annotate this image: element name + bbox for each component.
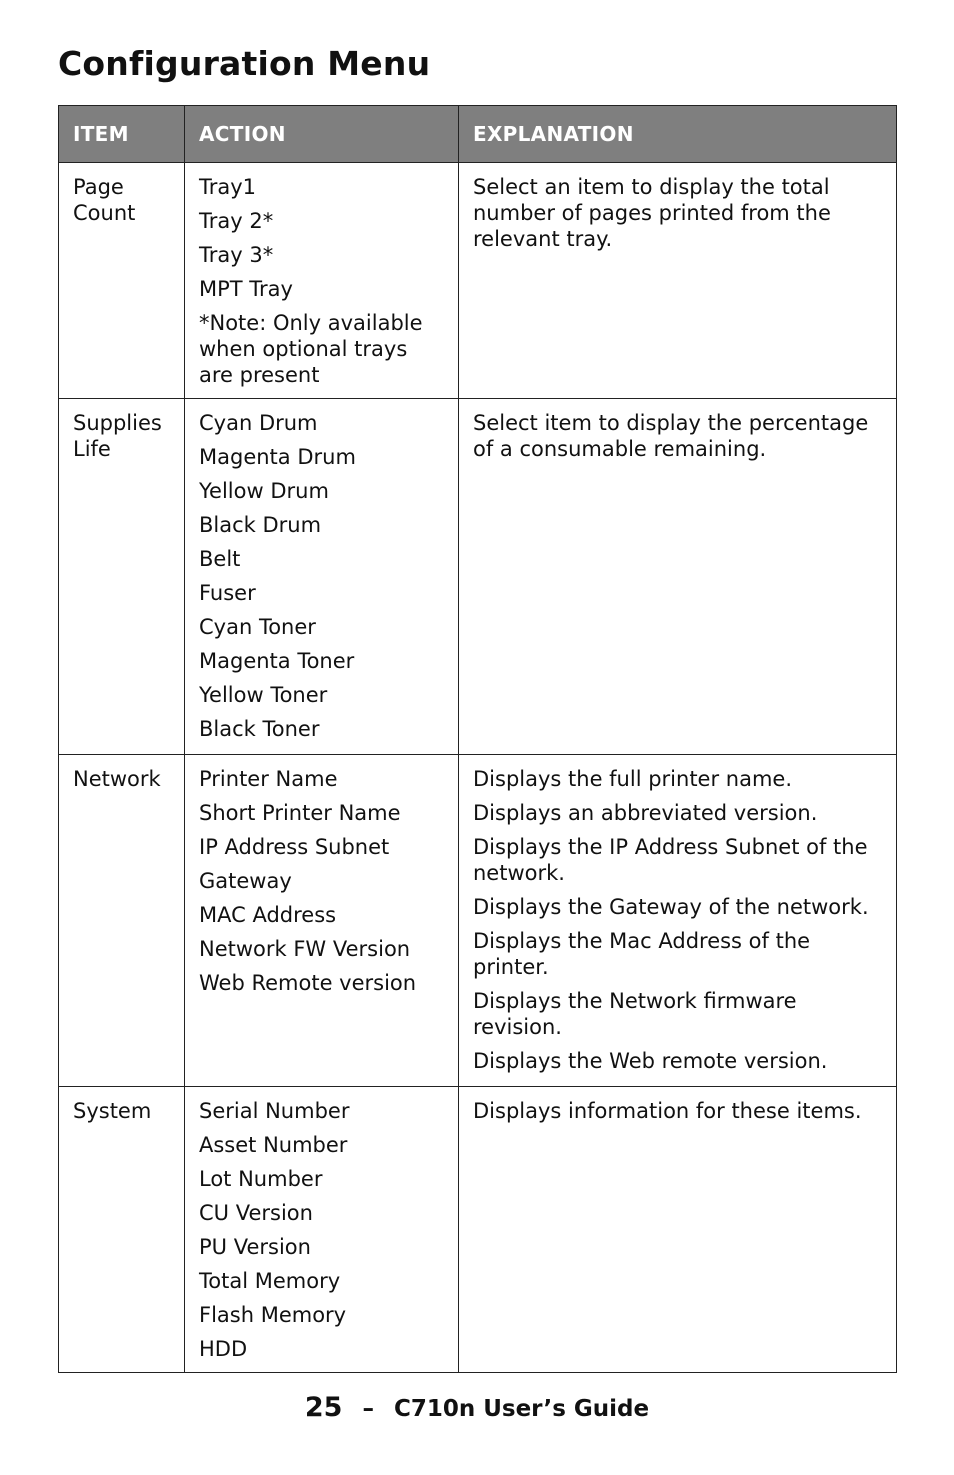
action-entry: Tray 3* bbox=[199, 243, 274, 267]
action-entry: Magenta Toner bbox=[199, 649, 355, 673]
action-entry: PU Version bbox=[199, 1235, 311, 1259]
action-entry: HDD bbox=[199, 1337, 248, 1361]
action-entry: CU Version bbox=[199, 1201, 313, 1225]
item-cell: Network bbox=[59, 755, 185, 1087]
action-entry: Flash Memory bbox=[199, 1303, 347, 1327]
action-entry: Cyan Drum bbox=[199, 411, 318, 435]
explanation-entry: Displays the Network firmware revision. bbox=[473, 989, 797, 1039]
explanation-entry: Displays the Gateway of the network. bbox=[473, 895, 869, 919]
explanation-entry: Displays an abbreviated version. bbox=[473, 801, 818, 825]
action-entry: *Note: Only available when optional trays are present bbox=[199, 311, 423, 387]
item-cell: System bbox=[59, 1087, 185, 1373]
explanation-cell bbox=[459, 399, 897, 755]
explanation-entry: Select item to display the percentage of a consumable remaining. bbox=[473, 411, 869, 461]
footer-separator: – bbox=[362, 1396, 374, 1422]
header-action: ACTION bbox=[185, 106, 459, 163]
action-entry: Black Toner bbox=[199, 717, 320, 741]
action-entry: Yellow Toner bbox=[199, 683, 328, 707]
item-cell: Supplies Life bbox=[59, 399, 185, 755]
action-entry: Belt bbox=[199, 547, 241, 571]
table-row bbox=[59, 755, 897, 1087]
item-cell: Page Count bbox=[59, 163, 185, 399]
page-number: 25 bbox=[304, 1392, 343, 1423]
action-entry: Asset Number bbox=[199, 1133, 348, 1157]
action-cell bbox=[185, 755, 459, 1087]
action-cell bbox=[185, 399, 459, 755]
configuration-menu-table bbox=[58, 105, 897, 1373]
explanation-cell bbox=[459, 163, 897, 399]
table-row bbox=[59, 163, 897, 399]
action-cell bbox=[185, 163, 459, 399]
explanation-entry: Displays the Mac Address of the printer. bbox=[473, 929, 811, 979]
table-row bbox=[59, 1087, 897, 1373]
table-header-row bbox=[59, 106, 897, 163]
explanation-entry: Displays the IP Address Subnet of the network. bbox=[473, 835, 868, 885]
action-entry: Network FW Version bbox=[199, 937, 411, 961]
header-explanation: EXPLANATION bbox=[459, 106, 897, 163]
action-entry: Gateway bbox=[199, 869, 292, 893]
explanation-entry: Displays the Web remote version. bbox=[473, 1049, 828, 1073]
action-entry: Cyan Toner bbox=[199, 615, 316, 639]
action-entry: MAC Address bbox=[199, 903, 337, 927]
action-entry: Yellow Drum bbox=[199, 479, 329, 503]
table-body bbox=[59, 163, 897, 1373]
action-entry: MPT Tray bbox=[199, 277, 293, 301]
page-title: Configuration Menu bbox=[58, 44, 431, 83]
action-entry: Short Printer Name bbox=[199, 801, 401, 825]
header-item: ITEM bbox=[59, 106, 185, 163]
action-entry: Black Drum bbox=[199, 513, 322, 537]
action-entry: Tray 2* bbox=[199, 209, 274, 233]
explanation-entry: Displays the full printer name. bbox=[473, 767, 793, 791]
table-row bbox=[59, 399, 897, 755]
action-entry: Total Memory bbox=[199, 1269, 341, 1293]
explanation-cell bbox=[459, 1087, 897, 1373]
explanation-entry: Select an item to display the total number of pages printed from the relevant tray. bbox=[473, 175, 831, 251]
action-entry: Tray1 bbox=[199, 175, 257, 199]
action-entry: Lot Number bbox=[199, 1167, 323, 1191]
action-entry: IP Address Subnet bbox=[199, 835, 390, 859]
action-entry: Serial Number bbox=[199, 1099, 350, 1123]
action-entry: Web Remote version bbox=[199, 971, 417, 995]
explanation-entry: Displays information for these items. bbox=[473, 1099, 862, 1123]
action-entry: Fuser bbox=[199, 581, 256, 605]
action-entry: Magenta Drum bbox=[199, 445, 356, 469]
page-footer bbox=[0, 1392, 954, 1423]
guide-title: C710n User’s Guide bbox=[393, 1396, 650, 1422]
explanation-cell bbox=[459, 755, 897, 1087]
action-entry: Printer Name bbox=[199, 767, 338, 791]
action-cell bbox=[185, 1087, 459, 1373]
